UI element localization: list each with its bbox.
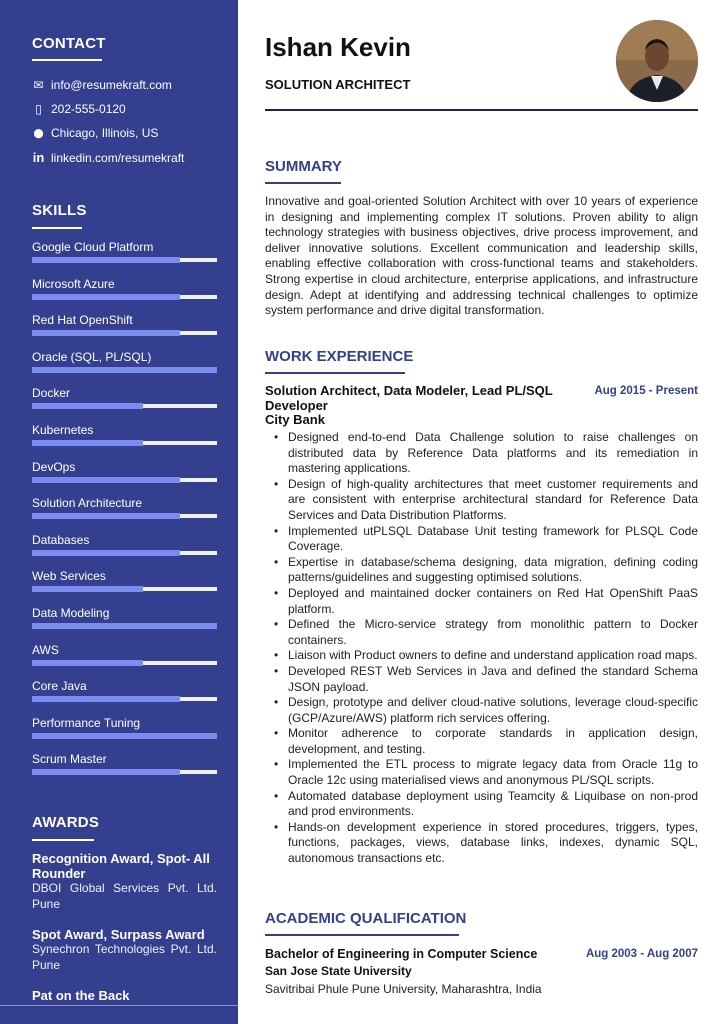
skill-bar <box>32 404 217 408</box>
skill-label: Microsoft Azure <box>32 276 115 291</box>
contact-text: 202-555-0120 <box>51 102 126 116</box>
work-heading: WORK EXPERIENCE <box>265 348 414 365</box>
awards-heading-underline <box>32 839 94 841</box>
skills-heading: SKILLS <box>32 202 87 219</box>
skill-bar <box>32 514 217 518</box>
skill-label: Data Modeling <box>32 606 110 620</box>
skill-bar-fill <box>32 550 180 556</box>
skill-item <box>32 643 217 665</box>
contact-item <box>32 150 184 165</box>
skill-bar <box>32 368 217 372</box>
skill-bar-fill <box>32 403 143 409</box>
bullet-item: • Hands-on development experience in stored procedures, triggers, types, functions, packages, views, database links, indexes, dynamic SQL, autonomous transactions etc. <box>265 820 698 867</box>
skill-label: AWS <box>32 642 59 657</box>
map-pin-icon: ⬤ <box>33 127 44 138</box>
education-underline <box>265 934 459 936</box>
skill-label: Core Java <box>32 679 87 694</box>
education-date: Aug 2003 - Aug 2007 <box>585 948 698 960</box>
contact-heading-underline <box>32 59 102 61</box>
bullet-item: • Monitor adherence to corporate standards in application design, development, and testing. <box>265 726 698 757</box>
skill-bar-fill <box>32 696 180 702</box>
bullet-item: • Implemented utPLSQL Database Unit testing framework for PLSQL Code Coverage. <box>265 524 698 555</box>
award-item <box>32 927 217 973</box>
contact-item <box>32 126 158 140</box>
skill-label: Databases <box>32 532 90 547</box>
skill-bar-fill <box>32 440 143 446</box>
skill-bar-fill <box>32 367 217 373</box>
contact-item <box>32 102 126 116</box>
skill-bar <box>32 697 217 701</box>
summary-heading: SUMMARY <box>265 158 342 175</box>
skill-label: Red Hat OpenShift <box>32 313 133 328</box>
skill-bar <box>32 441 217 445</box>
profile-photo <box>616 20 698 102</box>
education-heading: ACADEMIC QUALIFICATION <box>265 910 467 927</box>
job-date: Aug 2015 - Present <box>594 385 698 397</box>
contact-text: Chicago, Illinois, US <box>51 126 159 140</box>
skill-item <box>32 569 217 591</box>
bullet-item: • Design of high-quality architectures that meet customer requirements and are consistent with enterprise architectural standard for Reference Data Services and Data Distribution Platforms. <box>265 477 698 524</box>
bullet-item: • Liaison with Product owners to define and understand application road maps. <box>265 648 698 664</box>
skill-item <box>32 277 217 299</box>
summary-underline <box>265 182 341 184</box>
skill-item <box>32 606 217 628</box>
linkedin-icon: in <box>32 150 45 165</box>
bullet-item: • Implemented the ETL process to migrate legacy data from Oracle 11g to Oracle 12c using materialised views and anonymous PL/SQL scripts. <box>265 757 698 788</box>
university-secondary: Savitribai Phule Pune University, Maharashtra, India <box>265 982 542 996</box>
skill-label: Scrum Master <box>32 752 107 767</box>
award-title: Recognition Award, Spot- All Rounder <box>32 851 210 881</box>
skill-label: Web Services <box>32 569 106 584</box>
skill-bar <box>32 331 217 335</box>
skill-bar-fill <box>32 733 217 739</box>
skill-item <box>32 460 217 482</box>
divider <box>0 1005 238 1006</box>
bullet-item: • Design, prototype and deliver cloud-native solutions, leverage cloud-specific (GCP/Azure/AWS) platform rich services offering. <box>265 695 698 726</box>
skill-bar <box>32 624 217 628</box>
skill-item <box>32 679 217 701</box>
skill-item <box>32 350 217 372</box>
contact-heading: CONTACT <box>32 35 106 52</box>
bullet-item: • Automated database deployment using Teamcity & Liquibase on non-prod and prod environments. <box>265 789 698 820</box>
bullet-item: • Deployed and maintained docker containers on Red Hat OpenShift PaaS platform. <box>265 586 698 617</box>
skill-bar <box>32 587 217 591</box>
award-org: DBOI Global Services Pvt. Ltd. Pune <box>32 881 217 911</box>
skill-bar-fill <box>32 294 180 300</box>
company-name: City Bank <box>265 412 325 427</box>
contact-item <box>32 78 172 92</box>
skill-bar <box>32 551 217 555</box>
skill-bar <box>32 295 217 299</box>
header-divider <box>265 109 698 111</box>
skill-label: Google Cloud Platform <box>32 240 154 254</box>
skill-bar-fill <box>32 513 180 519</box>
award-title: Pat on the Back <box>32 988 130 1003</box>
skill-item <box>32 386 217 408</box>
skill-bar-fill <box>32 257 180 263</box>
skill-item <box>32 533 217 555</box>
award-item <box>32 988 217 1003</box>
skill-label: Kubernetes <box>32 423 94 437</box>
skill-bar <box>32 478 217 482</box>
skill-item <box>32 423 217 445</box>
award-org: Synechron Technologies Pvt. Ltd. Pune <box>32 942 217 972</box>
skill-label: Performance Tuning <box>32 715 141 730</box>
contact-text: linkedin.com/resumekraft <box>51 150 185 165</box>
bullet-item: • Developed REST Web Services in Java and defined the standard Schema JSON payload. <box>265 664 698 695</box>
candidate-name: Ishan Kevin <box>265 32 411 62</box>
summary-text: Innovative and goal-oriented Solution Architect with over 10 years of experience in designing and implementing complex IT solutions. Proven ability to align technology strategies with business objectives, drive process improvement, and deliver innovative solutions. Excellent communication and leadership skills, enabling effective collaboration with cross-functional teams and stakeholders. Strong expertise in cloud architecture, enterprise applications, and infrastructure design. Adept at identifying and addressing technical challenges to optimize system performance and drive digital transformation. <box>265 194 698 318</box>
skill-bar-fill <box>32 586 143 592</box>
skill-bar-fill <box>32 769 180 775</box>
bullet-item: • Defined the Micro-service strategy from monolithic pattern to Docker containers. <box>265 617 698 648</box>
envelope-icon: ✉ <box>33 78 44 92</box>
bullet-item: • Designed end-to-end Data Challenge solution to raise challenges on distributed data by Reference Data platforms and its remediation in mastering applications. <box>265 430 698 477</box>
skills-heading-underline <box>32 227 82 229</box>
skill-label: Oracle (SQL, PL/SQL) <box>32 349 152 364</box>
work-underline <box>265 372 405 374</box>
skill-bar <box>32 734 217 738</box>
skill-bar <box>32 258 217 262</box>
job-title: Solution Architect, Data Modeler, Lead PL/SQL Developer <box>265 383 553 413</box>
skill-label: Docker <box>32 386 71 401</box>
skill-bar-fill <box>32 477 180 483</box>
skill-bar-fill <box>32 660 143 666</box>
candidate-role: SOLUTION ARCHITECT <box>265 77 411 92</box>
phone-icon: ▯ <box>35 102 42 116</box>
skill-item <box>32 240 217 262</box>
skill-item <box>32 496 217 518</box>
awards-heading: AWARDS <box>32 814 100 831</box>
skill-label: DevOps <box>32 459 76 474</box>
award-item <box>32 851 217 912</box>
job-bullets <box>265 430 698 867</box>
degree: Bachelor of Engineering in Computer Science <box>265 947 538 961</box>
job-block <box>265 384 565 427</box>
skill-item <box>32 752 217 774</box>
skill-label: Solution Architecture <box>32 496 143 511</box>
skill-bar <box>32 770 217 774</box>
skill-bar-fill <box>32 623 217 629</box>
university: San Jose State University <box>265 964 412 978</box>
skill-bar <box>32 661 217 665</box>
award-title: Spot Award, Surpass Award <box>32 927 205 942</box>
bullet-item: • Expertise in database/schema designing, data migration, defining coding patterns/guidelines and suggesting optimised solutions. <box>265 555 698 586</box>
skill-item <box>32 716 217 738</box>
skill-bar-fill <box>32 330 180 336</box>
contact-text: info@resumekraft.com <box>51 78 172 92</box>
skill-item <box>32 313 217 335</box>
sidebar <box>0 0 238 1024</box>
